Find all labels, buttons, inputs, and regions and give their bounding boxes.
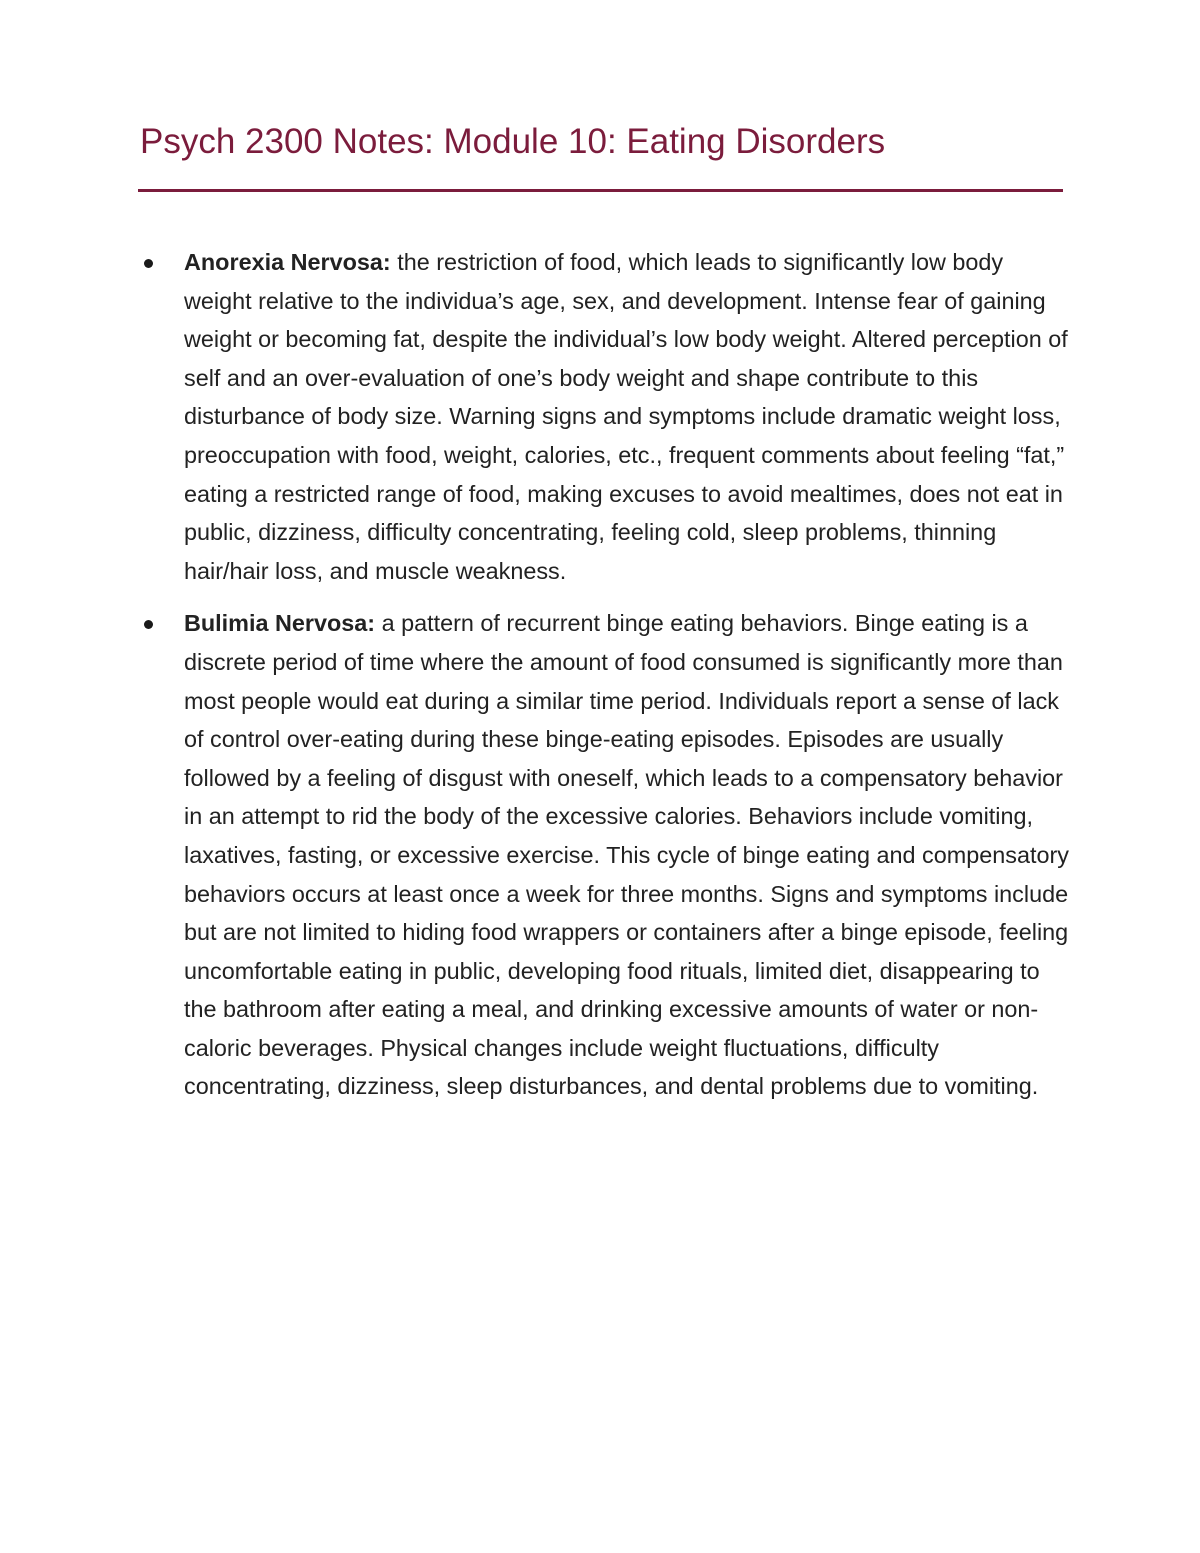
bullet-icon (144, 620, 153, 629)
list-item-anorexia (138, 243, 1073, 590)
definition-list (138, 243, 1073, 1120)
bullet-icon (144, 259, 153, 268)
term-label: Bulimia Nervosa: (184, 610, 376, 637)
term-label: Anorexia Nervosa: (184, 249, 391, 275)
page-title: Psych 2300 Notes: Module 10: Eating Disorders (140, 122, 886, 161)
definition-text: the restriction of food, which leads to significantly low body weight relative to the individua’s age, sex, and development. Intense fear of gaining weight or becoming fat, despite the individual’s low body weight. Altered perception of self and an over-evaluation of one’s body weight and shape contribute to this disturbance of body size. Warning signs and symptoms include dramatic weight loss, preoccupation with food, weight, calories, etc., frequent comments about feeling “fat,” eating a restricted range of food, making excuses to avoid mealtimes, does not eat in public, dizziness, difficulty concentrating, feeling cold, sleep problems, thinning hair/hair loss, and muscle weakness. (184, 249, 1068, 584)
title-divider (138, 189, 1063, 192)
list-item-bulimia (138, 604, 1073, 1106)
definition-text: a pattern of recurrent binge eating behaviors. Binge eating is a discrete period of time where the amount of food consumed is significantly more than most people would eat during a similar time period. Individuals report a sense of lack of control over-eating during these binge-eating episodes. Episodes are usually followed by a feeling of disgust with oneself, which leads to a compensatory behavior in an attempt to rid the body of the excessive calories. Behaviors include vomiting, laxatives, fasting, or excessive exercise. This cycle of binge eating and compensatory behaviors occurs at least once a week for three months. Signs and symptoms include but are not limited to hiding food wrappers or containers after a binge episode, feeling uncomfortable eating in public, developing food rituals, limited diet, disappearing to the bathroom after eating a meal, and drinking excessive amounts of water or non-caloric beverages. Physical changes include weight fluctuations, difficulty concentrating, dizziness, sleep disturbances, and dental problems due to vomiting. (184, 610, 1069, 1100)
